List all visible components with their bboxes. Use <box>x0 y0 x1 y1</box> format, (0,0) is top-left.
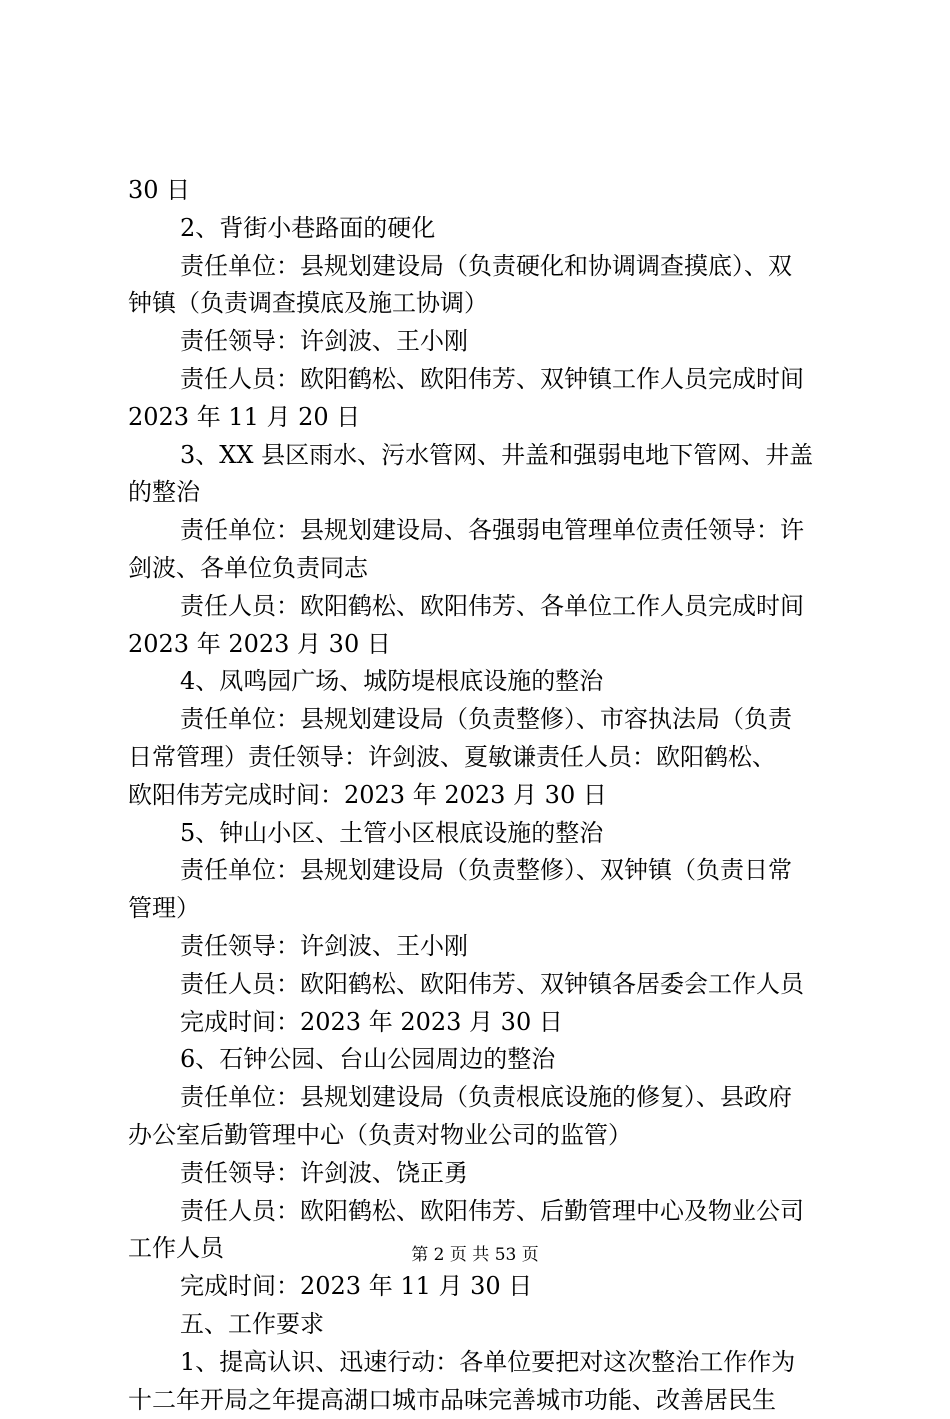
text-line: 责任单位：县规划建设局（负责整修）、市容执法局（负责 <box>128 701 838 739</box>
text-line: 责任单位：县规划建设局（负责根底设施的修复）、县政府 <box>128 1079 838 1117</box>
text-line: 五、工作要求 <box>128 1306 838 1344</box>
text-line: 责任人员：欧阳鹤松、欧阳伟芳、双钟镇各居委会工作人员 <box>128 966 838 1004</box>
document-body <box>128 172 838 1419</box>
text-line: 责任人员：欧阳鹤松、欧阳伟芳、后勤管理中心及物业公司 <box>128 1193 838 1231</box>
text-line: 责任单位：县规划建设局（负责硬化和协调调查摸底）、双 <box>128 248 838 286</box>
text-line: 责任领导：许剑波、王小刚 <box>128 323 838 361</box>
text-line: 责任单位：县规划建设局（负责整修）、双钟镇（负责日常 <box>128 852 838 890</box>
text-line: 十二年开局之年提高湖口城市品味完善城市功能、改善居民生 <box>128 1382 838 1419</box>
text-line: 2、背街小巷路面的硬化 <box>128 210 838 248</box>
text-line: 责任单位：县规划建设局、各强弱电管理单位责任领导：许 <box>128 512 838 550</box>
text-line: 工作人员 <box>128 1230 838 1268</box>
text-line: 欧阳伟芳完成时间：2023 年 2023 月 30 日 <box>128 777 838 815</box>
text-line: 管理） <box>128 890 838 928</box>
text-line: 6、石钟公园、台山公园周边的整治 <box>128 1041 838 1079</box>
text-line: 1、提高认识、迅速行动：各单位要把对这次整治工作作为 <box>128 1344 838 1382</box>
page-footer: 第 2 页 共 53 页 <box>0 1243 950 1267</box>
text-line: 3、XX 县区雨水、污水管网、井盖和强弱电地下管网、井盖 <box>128 437 838 475</box>
text-line: 日常管理）责任领导：许剑波、夏敏谦责任人员：欧阳鹤松、 <box>128 739 838 777</box>
text-line: 2023 年 11 月 20 日 <box>128 399 838 437</box>
text-line: 2023 年 2023 月 30 日 <box>128 626 838 664</box>
text-line: 30 日 <box>128 172 838 210</box>
text-line: 4、凤鸣园广场、城防堤根底设施的整治 <box>128 663 838 701</box>
text-line: 剑波、各单位负责同志 <box>128 550 838 588</box>
text-line: 责任人员：欧阳鹤松、欧阳伟芳、各单位工作人员完成时间 <box>128 588 838 626</box>
text-line: 责任领导：许剑波、饶正勇 <box>128 1155 838 1193</box>
text-line: 完成时间：2023 年 2023 月 30 日 <box>128 1004 838 1042</box>
text-line: 完成时间：2023 年 11 月 30 日 <box>128 1268 838 1306</box>
text-line: 责任人员：欧阳鹤松、欧阳伟芳、双钟镇工作人员完成时间 <box>128 361 838 399</box>
text-line: 5、钟山小区、土管小区根底设施的整治 <box>128 815 838 853</box>
text-line: 办公室后勤管理中心（负责对物业公司的监管） <box>128 1117 838 1155</box>
text-line: 的整治 <box>128 474 838 512</box>
text-line: 责任领导：许剑波、王小刚 <box>128 928 838 966</box>
text-line: 钟镇（负责调查摸底及施工协调） <box>128 285 838 323</box>
